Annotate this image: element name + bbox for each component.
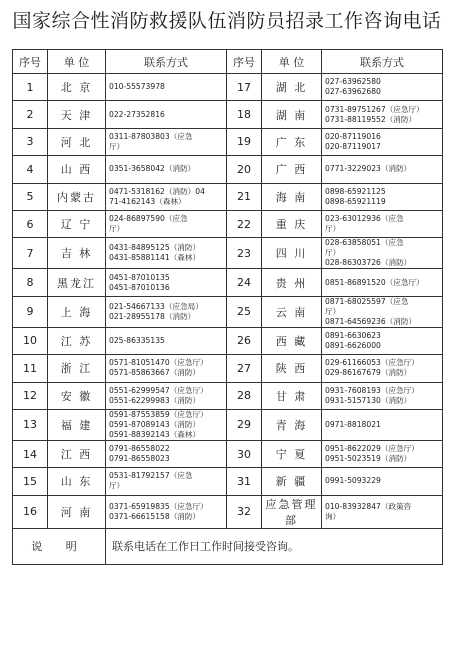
unit-name: 黑龙江 bbox=[48, 269, 106, 296]
phone-line: 0571-81051470（应急厅） bbox=[109, 358, 208, 368]
contact-cell bbox=[322, 382, 443, 409]
phone-line: 0931-5157130（消防） bbox=[325, 395, 412, 405]
contact-cell bbox=[322, 101, 443, 128]
phone-line: 0351-3658042（消防） bbox=[109, 164, 196, 174]
row-number: 26 bbox=[227, 327, 262, 354]
row-number: 11 bbox=[13, 355, 48, 382]
phone-line: 0871-68025597（应急 bbox=[325, 296, 409, 306]
contact-cell bbox=[106, 156, 227, 183]
row-number: 21 bbox=[227, 183, 262, 210]
row-number: 6 bbox=[13, 210, 48, 237]
phone-line: 厅） bbox=[109, 224, 125, 234]
unit-name: 安 徽 bbox=[48, 382, 106, 409]
unit-name: 浙 江 bbox=[48, 355, 106, 382]
contact-cell bbox=[106, 269, 227, 296]
row-number: 3 bbox=[13, 128, 48, 155]
note-label: 说 明 bbox=[13, 528, 106, 564]
contact-cell bbox=[106, 128, 227, 155]
phone-line: 0531-81792157（应急 bbox=[109, 471, 193, 481]
header-contact-right: 联系方式 bbox=[322, 50, 443, 74]
table-row bbox=[13, 210, 443, 237]
unit-name: 海 南 bbox=[262, 183, 322, 210]
unit-name: 辽 宁 bbox=[48, 210, 106, 237]
contact-cell bbox=[322, 355, 443, 382]
row-number: 8 bbox=[13, 269, 48, 296]
unit-name: 贵 州 bbox=[262, 269, 322, 296]
note-row bbox=[13, 528, 443, 564]
row-number: 19 bbox=[227, 128, 262, 155]
phone-line: 010-55573978 bbox=[109, 82, 165, 92]
header-no-left: 序号 bbox=[13, 50, 48, 74]
row-number: 5 bbox=[13, 183, 48, 210]
phone-line: 025-86335135 bbox=[109, 335, 165, 345]
phone-line: 027-63962580 bbox=[325, 77, 381, 87]
phone-line: 021-54667133（应急局） bbox=[109, 301, 203, 311]
row-number: 1 bbox=[13, 74, 48, 101]
phone-line: 0951-5023519（消防） bbox=[325, 454, 412, 464]
phone-line: 020-87119017 bbox=[325, 141, 381, 151]
contact-cell bbox=[106, 495, 227, 528]
table-row bbox=[13, 296, 443, 327]
table-row bbox=[13, 355, 443, 382]
table-row bbox=[13, 74, 443, 101]
contact-cell bbox=[106, 296, 227, 327]
row-number: 30 bbox=[227, 440, 262, 467]
phone-line: 厅） bbox=[325, 306, 341, 316]
phone-line: 0451-87010136 bbox=[109, 282, 170, 292]
contact-cell bbox=[106, 210, 227, 237]
table-row bbox=[13, 468, 443, 495]
phone-line: 0371-65919835（应急厅） bbox=[109, 501, 208, 511]
phone-line: 0871-64569236（消防） bbox=[325, 316, 417, 326]
phone-line: 0551-62999547（应急厅） bbox=[109, 385, 208, 395]
contact-cell bbox=[106, 238, 227, 269]
contact-cell bbox=[322, 468, 443, 495]
contact-cell bbox=[322, 183, 443, 210]
unit-name: 福 建 bbox=[48, 409, 106, 440]
contact-cell bbox=[106, 74, 227, 101]
phone-line: 0898-65921125 bbox=[325, 186, 386, 196]
contact-cell bbox=[322, 409, 443, 440]
unit-name: 重 庆 bbox=[262, 210, 322, 237]
contact-cell bbox=[322, 327, 443, 354]
phone-line: 71-4162143（森林） bbox=[109, 196, 186, 206]
unit-name: 河 南 bbox=[48, 495, 106, 528]
contact-cell bbox=[106, 327, 227, 354]
phone-line: 厅） bbox=[325, 224, 341, 234]
unit-name: 甘 肃 bbox=[262, 382, 322, 409]
contact-cell bbox=[106, 409, 227, 440]
unit-name: 广 西 bbox=[262, 156, 322, 183]
table-row bbox=[13, 238, 443, 269]
contact-cell bbox=[106, 101, 227, 128]
contact-cell bbox=[106, 440, 227, 467]
unit-name: 江 西 bbox=[48, 440, 106, 467]
phone-line: 0771-3229023（消防） bbox=[325, 164, 412, 174]
contact-cell bbox=[322, 156, 443, 183]
header-no-right: 序号 bbox=[227, 50, 262, 74]
phone-line: 010-83932847（政策咨 bbox=[325, 501, 412, 511]
row-number: 9 bbox=[13, 296, 48, 327]
phone-line: 0431-85881141（森林） bbox=[109, 253, 201, 263]
unit-name: 新 疆 bbox=[262, 468, 322, 495]
phone-line: 0891-6626000 bbox=[325, 340, 381, 350]
row-number: 27 bbox=[227, 355, 262, 382]
contact-table bbox=[12, 49, 443, 565]
unit-name: 山 东 bbox=[48, 468, 106, 495]
table-row bbox=[13, 409, 443, 440]
phone-line: 022-27352816 bbox=[109, 109, 165, 119]
phone-line: 厅） bbox=[109, 481, 125, 491]
header-unit-left: 单 位 bbox=[48, 50, 106, 74]
unit-name: 山 西 bbox=[48, 156, 106, 183]
note-text: 联系电话在工作日工作时间接受咨询。 bbox=[106, 528, 443, 564]
row-number: 10 bbox=[13, 327, 48, 354]
row-number: 32 bbox=[227, 495, 262, 528]
phone-line: 0551-62299983（消防） bbox=[109, 395, 201, 405]
phone-line: 023-63012936（应急 bbox=[325, 214, 404, 224]
phone-line: 0891-6630623 bbox=[325, 330, 381, 340]
unit-name: 宁 夏 bbox=[262, 440, 322, 467]
contact-cell bbox=[106, 468, 227, 495]
phone-line: 0851-86891520（应急厅） bbox=[325, 277, 424, 287]
unit-name: 湖 南 bbox=[262, 101, 322, 128]
table-row bbox=[13, 269, 443, 296]
phone-line: 029-86167679（消防） bbox=[325, 368, 412, 378]
header-contact-left: 联系方式 bbox=[106, 50, 227, 74]
unit-name: 湖 北 bbox=[262, 74, 322, 101]
unit-name: 内蒙古 bbox=[48, 183, 106, 210]
table-row bbox=[13, 183, 443, 210]
contact-cell bbox=[322, 440, 443, 467]
phone-line: 0591-88392143（森林） bbox=[109, 429, 201, 439]
contact-cell bbox=[106, 355, 227, 382]
unit-name: 吉 林 bbox=[48, 238, 106, 269]
header-unit-right: 单 位 bbox=[262, 50, 322, 74]
contact-cell bbox=[106, 183, 227, 210]
phone-line: 0731-89751267（应急厅） bbox=[325, 104, 424, 114]
phone-line: 021-28955178（消防） bbox=[109, 311, 196, 321]
contact-cell bbox=[322, 296, 443, 327]
page-title: 国家综合性消防救援队伍消防员招录工作咨询电话 bbox=[12, 10, 442, 32]
phone-line: 024-86897590（应急 bbox=[109, 214, 188, 224]
phone-line: 询） bbox=[325, 511, 341, 521]
phone-line: 0311-87803803（应急 bbox=[109, 131, 193, 141]
phone-line: 厅） bbox=[325, 248, 341, 258]
row-number: 25 bbox=[227, 296, 262, 327]
table-row bbox=[13, 156, 443, 183]
phone-line: 0791-86558023 bbox=[109, 454, 170, 464]
phone-line: 028-63858051（应急 bbox=[325, 238, 404, 248]
contact-cell bbox=[322, 495, 443, 528]
table-row bbox=[13, 101, 443, 128]
row-number: 15 bbox=[13, 468, 48, 495]
table-row bbox=[13, 327, 443, 354]
row-number: 4 bbox=[13, 156, 48, 183]
row-number: 29 bbox=[227, 409, 262, 440]
row-number: 7 bbox=[13, 238, 48, 269]
table-row bbox=[13, 495, 443, 528]
row-number: 16 bbox=[13, 495, 48, 528]
unit-name: 江 苏 bbox=[48, 327, 106, 354]
phone-line: 0471-5318162（消防）04 bbox=[109, 186, 205, 196]
row-number: 2 bbox=[13, 101, 48, 128]
phone-line: 0971-8818021 bbox=[325, 419, 381, 429]
contact-cell bbox=[322, 128, 443, 155]
unit-name: 天 津 bbox=[48, 101, 106, 128]
phone-line: 0431-84895125（消防） bbox=[109, 243, 201, 253]
unit-name: 陕 西 bbox=[262, 355, 322, 382]
phone-line: 0791-86558022 bbox=[109, 444, 170, 454]
phone-line: 0951-8622029（应急厅） bbox=[325, 444, 419, 454]
row-number: 18 bbox=[227, 101, 262, 128]
table-row bbox=[13, 440, 443, 467]
table-row bbox=[13, 382, 443, 409]
row-number: 12 bbox=[13, 382, 48, 409]
unit-name: 云 南 bbox=[262, 296, 322, 327]
row-number: 23 bbox=[227, 238, 262, 269]
row-number: 31 bbox=[227, 468, 262, 495]
table-body bbox=[13, 74, 443, 529]
contact-cell bbox=[322, 238, 443, 269]
phone-line: 0931-7608193（应急厅） bbox=[325, 385, 419, 395]
phone-line: 0591-87089143（消防） bbox=[109, 419, 201, 429]
phone-line: 020-87119016 bbox=[325, 131, 381, 141]
row-number: 13 bbox=[13, 409, 48, 440]
unit-name: 四 川 bbox=[262, 238, 322, 269]
unit-name: 应急管理部 bbox=[262, 495, 322, 528]
unit-name: 西 藏 bbox=[262, 327, 322, 354]
row-number: 24 bbox=[227, 269, 262, 296]
contact-cell bbox=[322, 269, 443, 296]
phone-line: 0991-5093229 bbox=[325, 476, 381, 486]
contact-cell bbox=[322, 74, 443, 101]
unit-name: 上 海 bbox=[48, 296, 106, 327]
phone-line: 027-63962680 bbox=[325, 87, 381, 97]
phone-line: 0371-66615158（消防） bbox=[109, 511, 201, 521]
phone-line: 厅） bbox=[109, 141, 125, 151]
phone-line: 0898-65921119 bbox=[325, 196, 386, 206]
row-number: 20 bbox=[227, 156, 262, 183]
unit-name: 青 海 bbox=[262, 409, 322, 440]
contact-cell bbox=[322, 210, 443, 237]
phone-line: 029-61166053（应急厅） bbox=[325, 358, 419, 368]
table-header-row bbox=[13, 50, 443, 74]
phone-line: 0571-85863667（消防） bbox=[109, 368, 201, 378]
table-row bbox=[13, 128, 443, 155]
unit-name: 北 京 bbox=[48, 74, 106, 101]
contact-cell bbox=[106, 382, 227, 409]
unit-name: 河 北 bbox=[48, 128, 106, 155]
phone-line: 028-86303726（消防） bbox=[325, 258, 412, 268]
phone-line: 0591-87553859（应急厅） bbox=[109, 409, 208, 419]
row-number: 22 bbox=[227, 210, 262, 237]
row-number: 28 bbox=[227, 382, 262, 409]
phone-line: 0731-88119552（消防） bbox=[325, 114, 417, 124]
row-number: 14 bbox=[13, 440, 48, 467]
phone-line: 0451-87010135 bbox=[109, 272, 170, 282]
unit-name: 广 东 bbox=[262, 128, 322, 155]
row-number: 17 bbox=[227, 74, 262, 101]
